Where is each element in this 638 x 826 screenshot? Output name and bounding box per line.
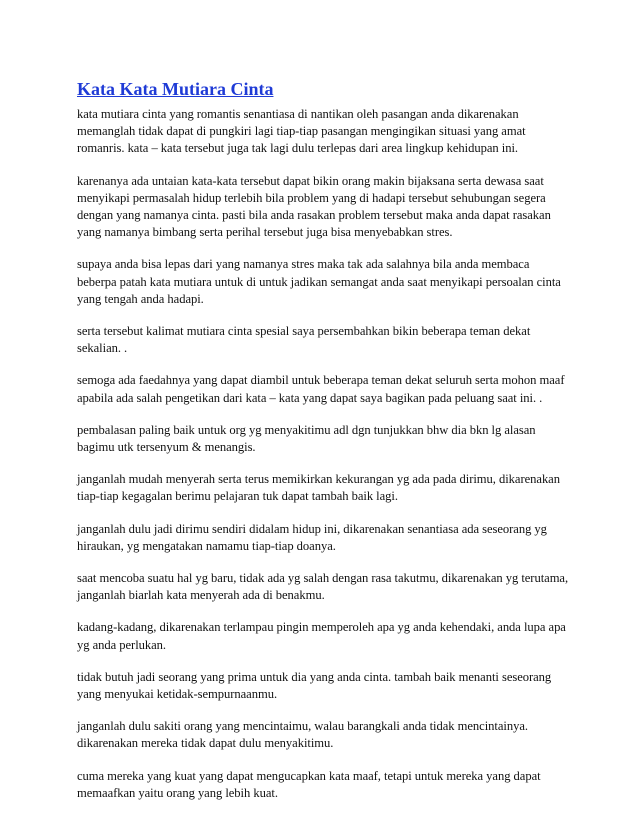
paragraph: cuma mereka yang kuat yang dapat mengucapkan kata maaf, tetapi untuk mereka yang dapat memaafkan yaitu orang yang lebih kuat. [77, 768, 541, 800]
paragraph: janganlah mudah menyerah serta terus memikirkan kekurangan yg ada pada dirimu, dikarenakan tiap-tiap kegagalan berimu pelajaran tuk dapat tambah baik lagi. [77, 472, 560, 504]
paragraph: karenanya ada untaian kata-kata tersebut dapat bikin orang makin bijaksana serta dewasa saat menyikapi permasalah hidup terlebih bila problem yang di hadapi tersebut sehubungan segera dengan yang namanya cinta. pasti bila anda rasakan problem tersebut maka anda dapat rasakan yang namanya bimbang serta perihal tersebut juga bisa menyebabkan stres. [77, 173, 551, 240]
paragraph: tidak butuh jadi seorang yang prima untuk dia yang anda cinta. tambah baik menanti seseorang yang menyukai ketidak-sempurnaanmu. [77, 669, 552, 702]
paragraph: serta tersebut kalimat mutiara cinta spesial saya persembahkan bikin beberapa teman dekat sekalian. . [77, 324, 531, 356]
article-body [77, 79, 569, 817]
article-title-link[interactable]: Kata Kata Mutiara Cinta [77, 79, 274, 99]
paragraph: janganlah dulu jadi dirimu sendiri didalam hidup ini, dikarenakan senantiasa ada seseorang yg hiraukan, yg mengatakan namamu tiap-tiap doanya. [77, 521, 547, 553]
paragraph: pembalasan paling baik untuk org yg menyakitimu adl dgn tunjukkan bhw dia bkn lg alasan bagimu utk tersenyum & menangis. [77, 422, 536, 455]
paragraph: kata mutiara cinta yang romantis senantiasa di nantikan oleh pasangan anda dikarenakan memanglah tidak dapat di pungkiri lagi tiap-tiap pasangan mengingikan situasi yang amat romanris. kata – kata tersebut juga tak lagi dulu terlepas dari area lingkup kehidupan ini. [77, 107, 526, 156]
paragraph: kadang-kadang, dikarenakan terlampau pingin memperoleh apa yg anda kehendaki, anda lupa apa yg anda perlukan. [77, 620, 566, 652]
paragraph: janganlah dulu sakiti orang yang mencintaimu, walau barangkali anda tidak mencintainya. dikarenakan mereka tidak dapat dulu menyakitimu. [77, 719, 528, 751]
paragraph: supaya anda bisa lepas dari yang namanya stres maka tak ada salahnya bila anda membaca beberpa patah kata mutiara untuk di untuk jadikan semangat anda saat menyikapi persoalan cinta yang tengah anda hadapi. [77, 257, 561, 306]
paragraph: semoga ada faedahnya yang dapat diambil untuk beberapa teman dekat seluruh serta mohon maaf apabila ada salah pengetikan dari kata – kata yang dapat saya bagikan pada peluang saat ini. . [77, 373, 565, 405]
paragraph: saat mencoba suatu hal yg baru, tidak ada yg salah dengan rasa takutmu, dikarenakan yg terutama, janganlah biarlah kata menyerah ada di benakmu. [77, 571, 569, 603]
